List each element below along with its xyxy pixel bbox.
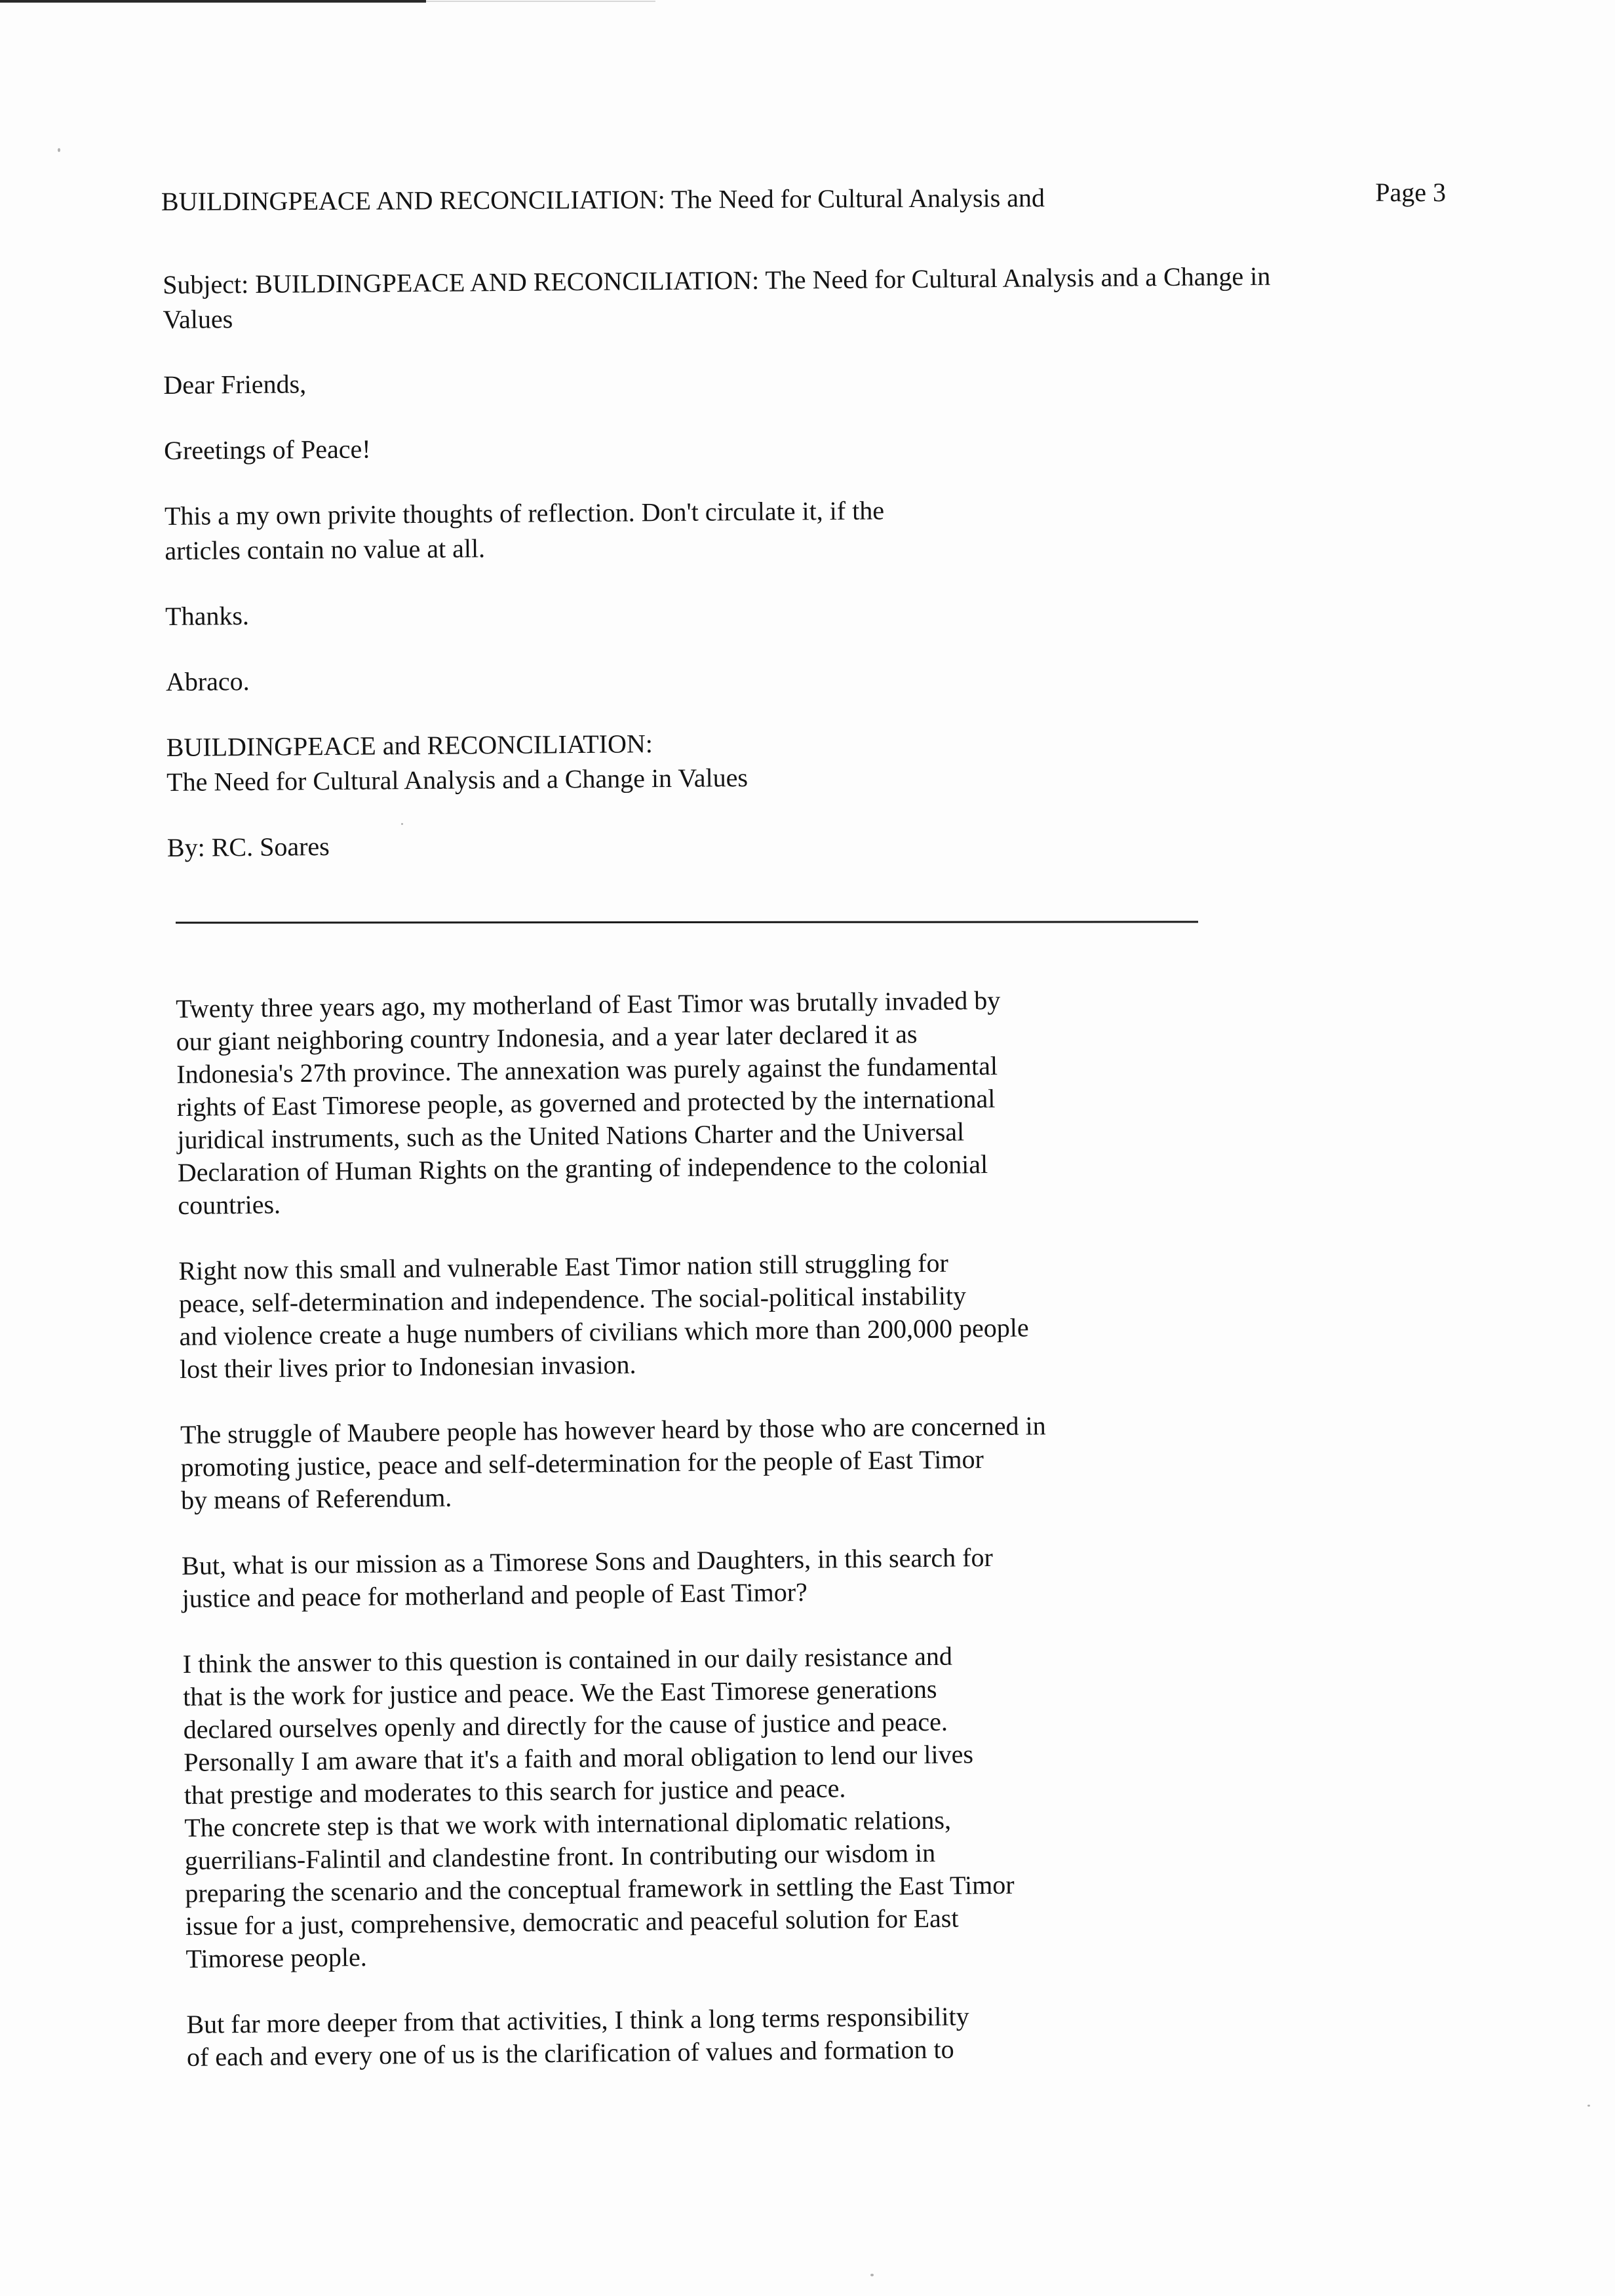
email-thanks: Thanks. [165, 600, 250, 631]
email-signoff: Abraco. [165, 666, 250, 697]
essay-paragraph: The struggle of Maubere people has however heard by those who are concerned in promoting justice, peace and self-determination for the people of East Timor by means of Referendum. [180, 1411, 1046, 1515]
page-number: Page 3 [1375, 178, 1446, 207]
email-body [163, 258, 1347, 896]
article-byline: By: RC. Soares [166, 832, 330, 862]
header-title: BUILDINGPEACE AND RECONCILIATION: The Need for Cultural Analysis and [161, 183, 1045, 216]
scan-speck [58, 148, 60, 152]
email-note: This a my own privite thoughts of reflection. Don't circulate it, if the articles contain no value at all. [164, 495, 885, 565]
scan-speck [870, 2274, 874, 2276]
essay-paragraph: Right now this small and vulnerable East Timor nation still struggling for peace, self-determination and independence. The social-political instability and violence create a huge numbers of civilians which more than 200,000 people lost their lives prior to Indonesian invasion. [178, 1248, 1029, 1384]
scan-speck [1587, 2105, 1590, 2107]
essay-paragraph: But, what is our mission as a Timorese Sons and Daughters, in this search for justice and peace for motherland and people of East Timor? [181, 1542, 994, 1613]
essay-paragraph: I think the answer to this question is contained in our daily resistance and that is the work for justice and peace. We the East Timorese generations declared ourselves openly and directly for the cause of justice and peace. Personally I am aware that it's a faith and moral obligation to lend our lives that prestige and moderates to this search for justice and peace. The concrete step is that we work with international diplomatic relations, guerrilians-Falintil and clandestine front. In contributing our wisdom in preparing the scenario and the conceptual framework in settling the East Timor issue for a just, comprehensive, democratic and peaceful solution for East Timorese people. [182, 1641, 1015, 1974]
essay-paragraph: But far more deeper from that activities, I think a long terms responsibility of each and every one of us is the clarification of values and formation to [186, 2001, 969, 2072]
scan-edge-faint-mark [426, 1, 655, 2]
essay-paragraph: Twenty three years ago, my motherland of East Timor was brutally invaded by our giant neighboring country Indonesia, and a year later declared it as Indonesia's 27th province. The annexation was purely against the fundamental rights of East Timorese people, as governed and protected by the international juridical instruments, such as the United Nations Charter and the Universal Declaration of Human Rights on the granting of independence to the colonial countries. [176, 985, 1001, 1220]
email-salutation: Dear Friends, [163, 369, 307, 400]
article-title: BUILDINGPEACE and RECONCILIATION: The Need for Cultural Analysis and a Change in Values [166, 729, 749, 797]
page-header [161, 178, 1446, 218]
scan-edge-mark [0, 0, 426, 3]
email-greeting: Greetings of Peace! [164, 434, 371, 465]
email-subject: Subject: BUILDINGPEACE AND RECONCILIATION: The Need for Cultural Analysis and a Change in Values [163, 261, 1271, 334]
horizontal-rule [176, 921, 1198, 923]
essay-body [176, 983, 1144, 2107]
